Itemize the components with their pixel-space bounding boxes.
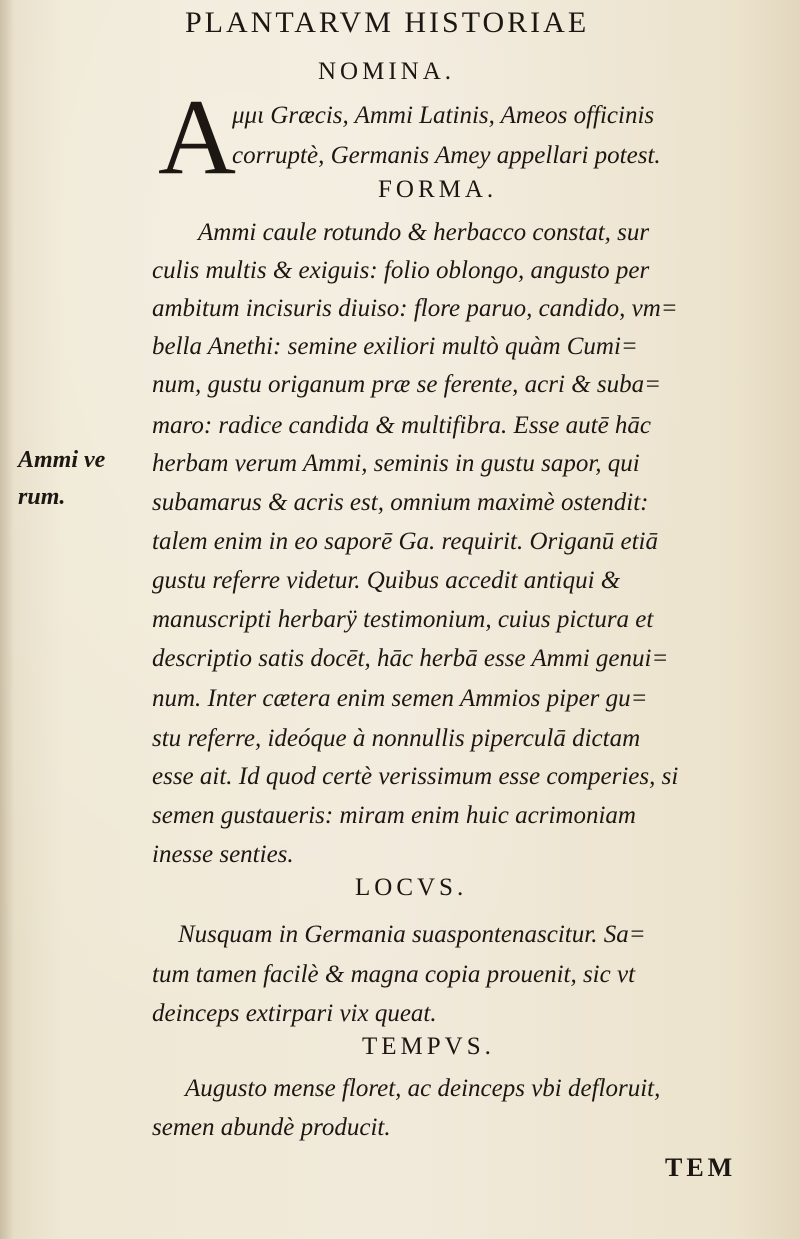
text-line: semen abundè producit. — [152, 1114, 391, 1141]
heading-nomina: NOMINA. — [318, 58, 456, 85]
text-line: talem enim in eo saporē Ga. requirit. Origanū etiā — [152, 528, 658, 555]
heading-tempus: TEMPVS. — [362, 1033, 495, 1060]
text-line: descriptio satis docēt, hāc herbā esse Ammi genui= — [152, 645, 669, 672]
text-line: μμι Græcis, Ammi Latinis, Ameos officinis — [232, 102, 655, 129]
text-line: bella Anethi: semine exiliori multò quàm Cumi= — [152, 333, 638, 360]
heading-forma: FORMA. — [378, 176, 498, 203]
text-line: manuscripti herbarÿ testimonium, cuius pictura et — [152, 606, 654, 633]
text-line: subamarus & acris est, omnium maximè ostendit: — [152, 489, 649, 516]
margin-note-line: rum. — [18, 484, 66, 510]
heading-locus: LOCVS. — [355, 874, 468, 901]
text-line: tum tamen facilè & magna copia prouenit, sic vt — [152, 961, 636, 988]
text-line: num, gustu origanum præ se ferente, acri & suba= — [152, 371, 661, 398]
text-line: culis multis & exiguis: folio oblongo, angusto per — [152, 257, 650, 284]
text-line: Augusto mense floret, ac deinceps vbi defloruit, — [185, 1075, 661, 1102]
text-line: esse ait. Id quod certè verissimum esse comperies, si — [152, 763, 679, 790]
text-line: num. Inter cætera enim semen Ammios piper gu= — [152, 685, 648, 712]
text-line: corruptè, Germanis Amey appellari potest. — [232, 142, 661, 169]
gutter-shadow — [0, 0, 14, 1239]
text-line: inesse senties. — [152, 841, 294, 868]
catchword: TEM — [665, 1153, 737, 1182]
margin-note-line: Ammi ve — [18, 447, 106, 473]
running-head: PLANTARVM HISTORIAE — [185, 6, 590, 39]
drop-cap: A — [158, 78, 236, 197]
text-line: gustu referre videtur. Quibus accedit antiqui & — [152, 567, 621, 594]
text-line: ambitum incisuris diuiso: flore paruo, candido, vm= — [152, 295, 678, 322]
text-line: Ammi caule rotundo & herbacco constat, sur — [198, 219, 650, 246]
text-line: herbam verum Ammi, seminis in gustu sapor, qui — [152, 450, 640, 477]
text-line: semen gustaueris: miram enim huic acrimoniam — [152, 802, 636, 829]
text-line: deinceps extirpari vix queat. — [152, 1000, 437, 1027]
text-line: stu referre, ideóque à nonnullis piperculā dictam — [152, 725, 641, 752]
text-line: Nusquam in Germania suaspontenascitur. Sa= — [178, 921, 646, 948]
text-line: maro: radice candida & multifibra. Esse autē hāc — [152, 412, 652, 439]
